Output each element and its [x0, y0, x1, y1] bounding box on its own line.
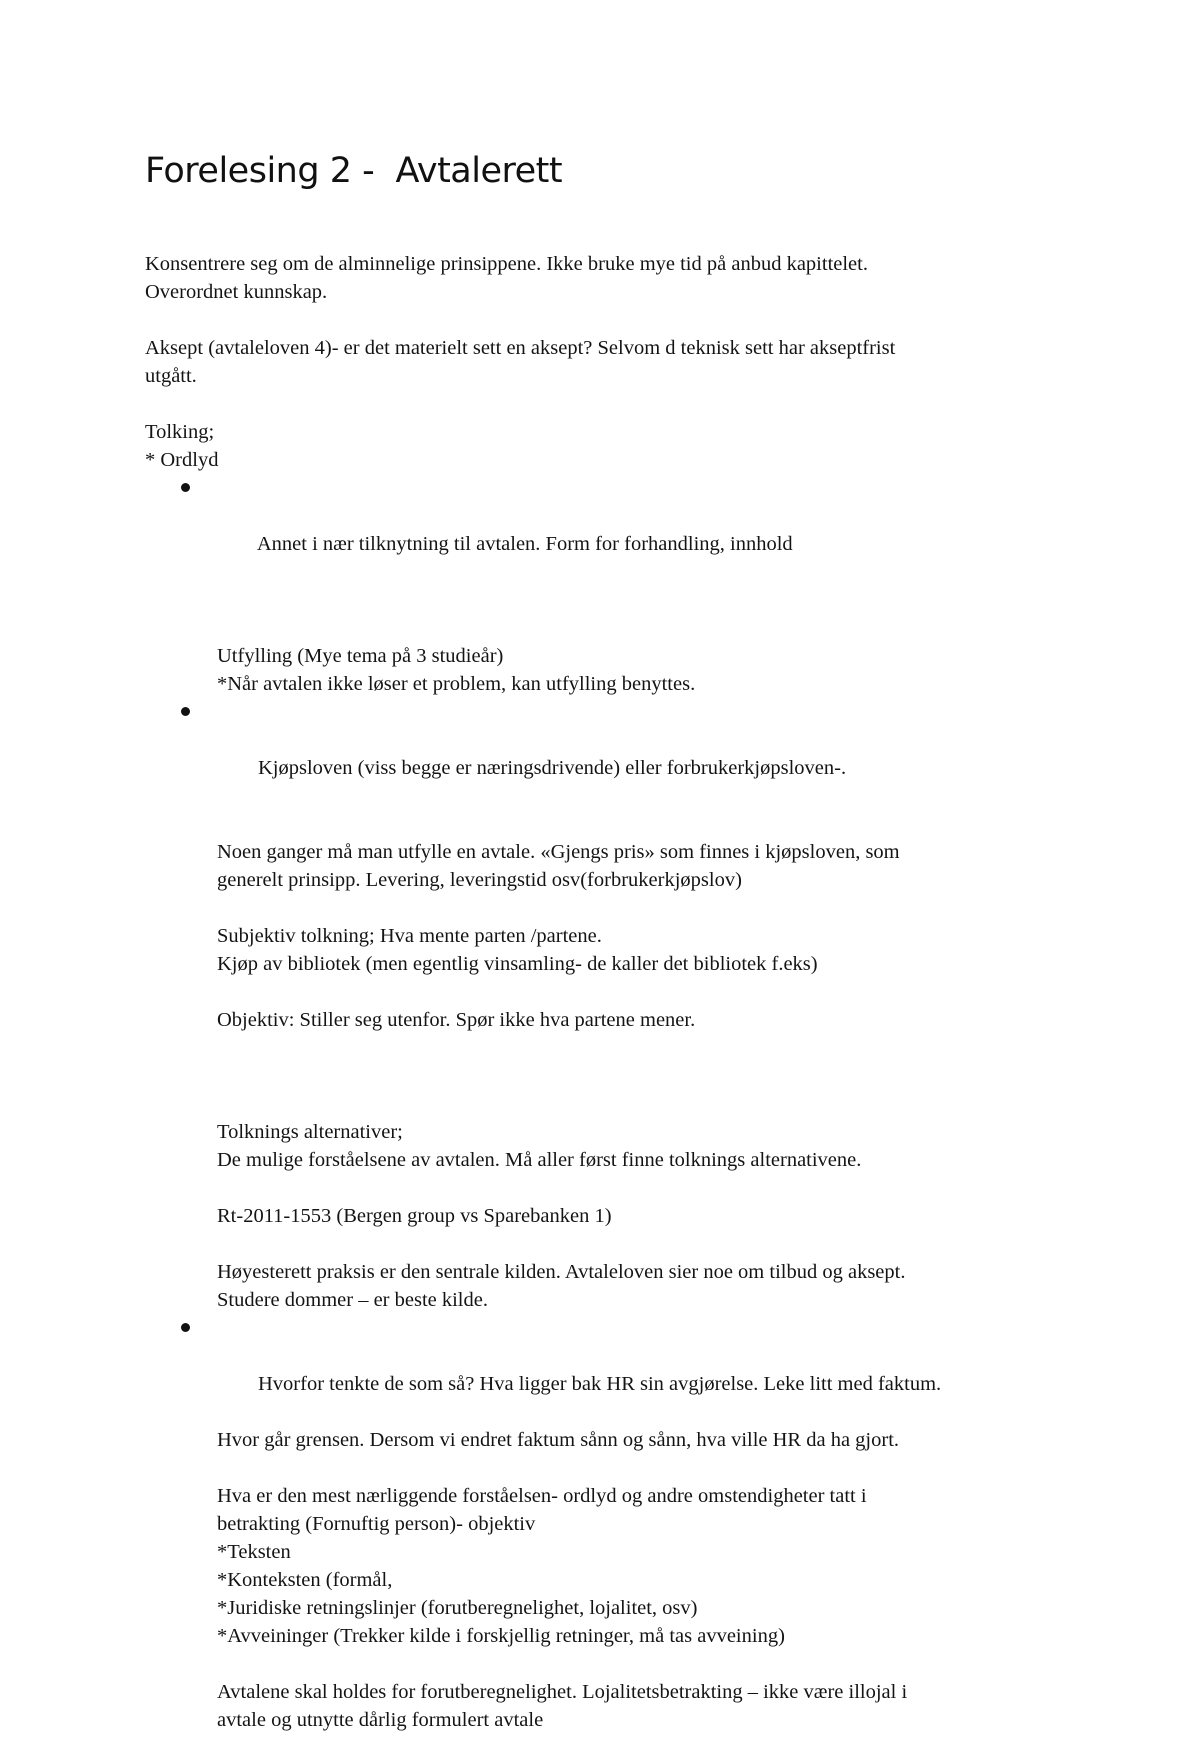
utfylling-line-1: Utfylling (Mye tema på 3 studieår) — [217, 645, 504, 667]
avslutning-paragraph — [145, 1678, 1075, 1734]
avslutning-line-1: Avtalene skal holdes for forutberegnelighet. Lojalitetsbetrakting – ikke være illojal i — [217, 1681, 908, 1703]
naermest-paragraph — [145, 1482, 1075, 1650]
bullet-icon — [181, 483, 190, 492]
alternativer-line-1: Tolknings alternativer; — [217, 1121, 403, 1143]
rt-paragraph — [145, 1202, 1075, 1230]
bullet-text: Annet i nær tilknytning til avtalen. Form for forhandling, innhold — [256, 533, 793, 555]
ordlyd-item: * Ordlyd — [145, 449, 219, 471]
bullet-list-item-1 — [145, 474, 1075, 586]
aksept-paragraph — [145, 334, 1075, 390]
rt-line: Rt-2011-1553 (Bergen group vs Sparebanken 1) — [217, 1205, 612, 1227]
naermest-item-avveininger: *Avveininger (Trekker kilde i forskjellig retninger, må tas avveining) — [217, 1625, 785, 1647]
bullet-continuation: Hvor går grensen. Dersom vi endret faktum sånn og sånn, hva ville HR da ha gjort. — [217, 1429, 900, 1451]
naermest-line-2: betrakting (Fornuftig person)- objektiv — [217, 1513, 536, 1535]
subjektiv-line-2: Kjøp av bibliotek (men egentlig vinsamling- de kaller det bibliotek f.eks) — [217, 953, 818, 975]
bullet-icon — [181, 1323, 190, 1332]
bullet-list-item-2 — [145, 698, 1075, 810]
bullet-list-item-3 — [145, 1314, 1075, 1454]
document-body — [145, 250, 1075, 1762]
intro-line-1: Konsentrere seg om de alminnelige prinsippene. Ikke bruke mye tid på anbud kapittelet. — [145, 253, 868, 275]
noen-ganger-line-2: generelt prinsipp. Levering, leveringstid osv(forbrukerkjøpslov) — [217, 869, 742, 891]
noen-ganger-paragraph — [145, 838, 1075, 894]
aksept-line-1: Aksept (avtaleloven 4)- er det materielt sett en aksept? Selvom d teknisk sett har akseptfrist — [145, 337, 896, 359]
naermest-item-teksten: *Teksten — [217, 1541, 291, 1563]
aksept-line-2: utgått. — [145, 365, 197, 387]
intro-paragraph — [145, 250, 1075, 306]
bullet-text: Kjøpsloven (viss begge er næringsdrivende) eller forbrukerkjøpsloven-. — [258, 757, 847, 779]
subjektiv-paragraph — [145, 922, 1075, 978]
bullet-text: Hvorfor tenkte de som så? Hva ligger bak HR sin avgjørelse. Leke litt med faktum. — [258, 1373, 942, 1395]
subjektiv-line-1: Subjektiv tolkning; Hva mente parten /partene. — [217, 925, 602, 947]
hoyesterett-line-2: Studere dommer – er beste kilde. — [217, 1289, 488, 1311]
naermest-item-juridiske: *Juridiske retningslinjer (forutberegnelighet, lojalitet, osv) — [217, 1597, 698, 1619]
naermest-line-1: Hva er den mest nærliggende forståelsen- ordlyd og andre omstendigheter tatt i — [217, 1485, 867, 1507]
tolking-section — [145, 418, 1075, 474]
bullet-icon — [181, 707, 190, 716]
tolking-heading: Tolking; — [145, 421, 215, 443]
avslutning-line-2: avtale og utnytte dårlig formulert avtale — [217, 1709, 544, 1731]
hoyesterett-paragraph — [145, 1258, 1075, 1314]
naermest-item-konteksten: *Konteksten (formål, — [217, 1569, 393, 1591]
hoyesterett-line-1: Høyesterett praksis er den sentrale kilden. Avtaleloven sier noe om tilbud og aksept. — [217, 1261, 906, 1283]
objektiv-line: Objektiv: Stiller seg utenfor. Spør ikke hva partene mener. — [217, 1009, 696, 1031]
objektiv-paragraph — [145, 1006, 1075, 1034]
noen-ganger-line-1: Noen ganger må man utfylle en avtale. «Gjengs pris» som finnes i kjøpsloven, som — [217, 841, 900, 863]
intro-line-2: Overordnet kunnskap. — [145, 281, 328, 303]
alternativer-line-2: De mulige forståelsene av avtalen. Må aller først finne tolknings alternativene. — [217, 1149, 862, 1171]
page-title: Forelesing 2 - Avtalerett — [145, 151, 563, 191]
utfylling-line-2: *Når avtalen ikke løser et problem, kan utfylling benyttes. — [217, 673, 696, 695]
utfylling-paragraph — [145, 642, 1075, 698]
alternativer-paragraph — [145, 1118, 1075, 1174]
